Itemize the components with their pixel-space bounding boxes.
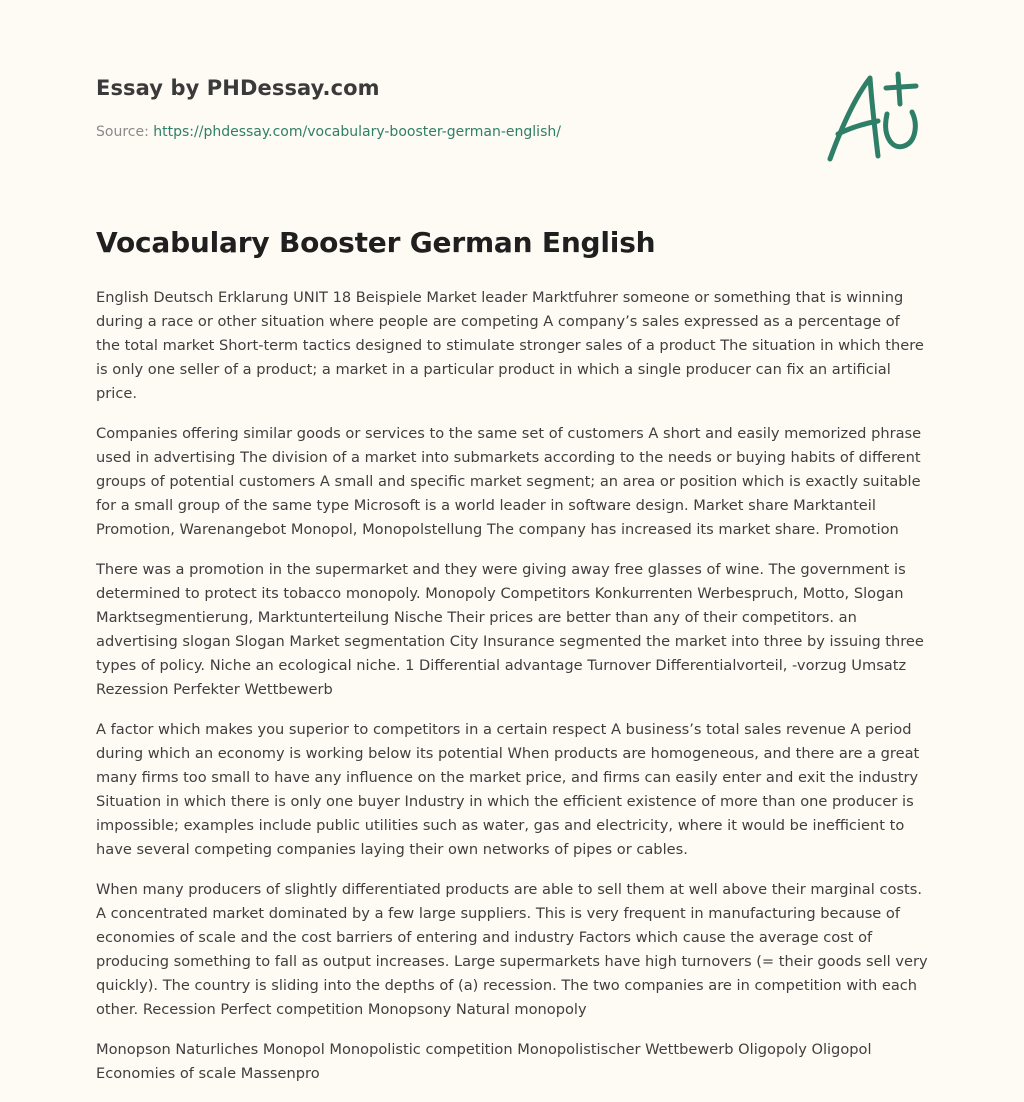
- source-line: [96, 124, 561, 140]
- source-label: Source:: [96, 124, 154, 140]
- essay-paragraph: There was a promotion in the supermarket and they were giving away free glasses of wine. The government is determined to protect its tobacco monopoly. Monopoly Competitors Konkurrenten Werbespruch, Motto, Slogan Marktsegmentierung, Marktunterteilung Nische Their prices are better than any of their competitors. an advertising slogan Slogan Market segmentation City Insurance segmented the market into three by issuing three types of policy. Niche an ecological niche. 1 Differential advantage Turnover Differentialvorteil, -vorzug Umsatz Rezession Perfekter Wettbewerb: [96, 561, 924, 698]
- essay-body: [96, 286, 928, 1102]
- essay-paragraph: English Deutsch Erklarung UNIT 18 Beispiele Market leader Marktfuhrer someone or something that is winning during a race or other situation where people are competing A company’s sales expressed as a percentage of the total market Short-term tactics designed to stimulate stronger sales of a product The situation in which there is only one seller of a product; a market in a particular product in which a single producer can fix an artificial price.: [96, 289, 924, 402]
- a-plus-logo-icon: [820, 66, 930, 166]
- source-link[interactable]: https://phdessay.com/vocabulary-booster-german-english/: [153, 124, 561, 140]
- essay-paragraph: Companies offering similar goods or services to the same set of customers A short and easily memorized phrase used in advertising The division of a market into submarkets according to the needs or buying habits of different groups of potential customers A small and specific market segment; an area or position which is exactly suitable for a small group of the same type Microsoft is a world leader in software design. Market share Marktanteil Promotion, Warenangebot Monopol, Monopolstellung The company has increased its market share. Promotion: [96, 425, 922, 538]
- essay-paragraph: Monopson Naturliches Monopol Monopolistic competition Monopolistischer Wettbewerb Oligopoly Oligopol Economies of scale Massenpro: [96, 1041, 872, 1082]
- essay-title: Vocabulary Booster German English: [96, 226, 656, 259]
- site-brand: Essay by PHDessay.com: [96, 76, 380, 100]
- essay-paragraph: A factor which makes you superior to competitors in a certain respect A business’s total sales revenue A period during which an economy is working below its potential When products are homogeneous, and there are a great many firms too small to have any influence on the market price, and firms can easily enter and exit the industry Situation in which there is only one buyer Industry in which the efficient existence of more than one producer is impossible; examples include public utilities such as water, gas and electricity, where it would be inefficient to have several competing companies laying their own networks of pipes or cables.: [96, 721, 920, 858]
- essay-paragraph: When many producers of slightly differentiated products are able to sell them at well above their marginal costs. A concentrated market dominated by a few large suppliers. This is very frequent in manufacturing because of economies of scale and the cost barriers of entering and industry Factors which cause the average cost of producing something to fall as output increases. Large supermarkets have high turnovers (= their goods sell very quickly). The country is sliding into the depths of (a) recession. The two companies are in competition with each other. Recession Perfect competition Monopsony Natural monopoly: [96, 881, 928, 1018]
